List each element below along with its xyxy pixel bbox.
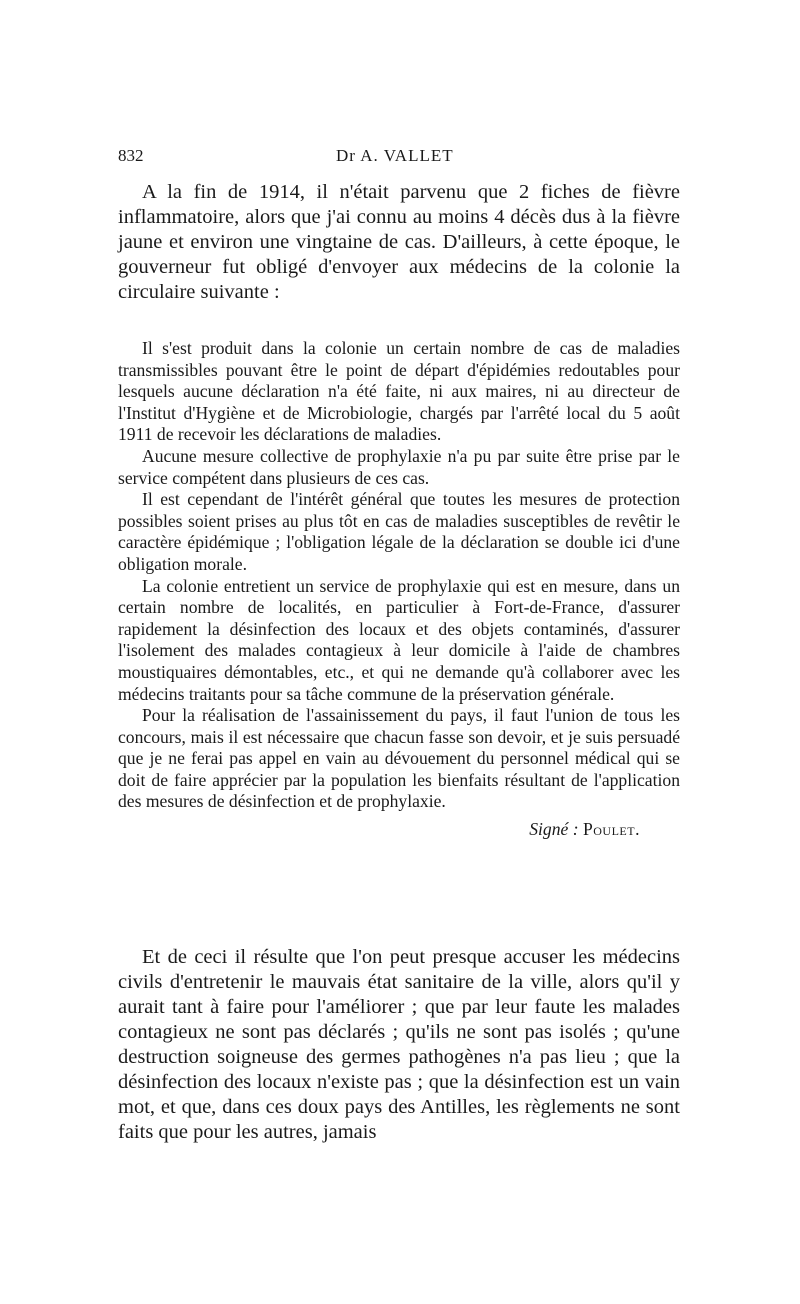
circular-paragraph-1: Il s'est produit dans la colonie un certain nombre de cas de maladies transmissibles pouvant être le point de départ d'épidémies redoutables pour lesquels aucune déclaration n'a été faite, ni aux maires, ni au directeur de l'Institut d'Hygiène et de Microbiologie, chargés par l'arrêté local du 5 août 1911 de recevoir les déclarations de maladies. [118, 338, 680, 445]
signature-name: Poulet. [582, 819, 640, 840]
running-head-author: Dr A. VALLET [336, 146, 454, 165]
running-head [118, 146, 680, 172]
circular-quote [118, 338, 680, 841]
intro-paragraph-block [118, 180, 680, 305]
circular-paragraph-5: Pour la réalisation de l'assainissement du pays, il faut l'union de tous les concours, mais il est nécessaire que chacun fasse son devoir, et je suis persuadé que je ne ferai pas appel en vain au dévouement du personnel médical qui se doit de faire apprécier par la population les bienfaits résultant de l'application des mesures de désinfection et de prophylaxie. [118, 705, 680, 812]
page-number: 832 [118, 146, 144, 165]
circular-paragraph-3: Il est cependant de l'intérêt général que toutes les mesures de protection possibles soient prises au plus tôt en cas de maladies susceptibles de revêtir le caractère épidémique ; l'obligation légale de la déclaration se double ici d'une obligation morale. [118, 489, 680, 574]
intro-paragraph: A la fin de 1914, il n'était parvenu que 2 fiches de fièvre inflammatoire, alors que j'ai connu au moins 4 décès dus à la fièvre jaune et environ une vingtaine de cas. D'ailleurs, à cette époque, le gouverneur fut obligé d'envoyer aux médecins de la colonie la circulaire suivante : [118, 181, 680, 303]
circular-paragraph-2: Aucune mesure collective de prophylaxie n'a pu par suite être prise par le service compétent dans plusieurs de ces cas. [118, 445, 680, 488]
circular-signature [118, 819, 680, 841]
closing-paragraph-block [118, 945, 680, 1145]
closing-paragraph: Et de ceci il résulte que l'on peut presque accuser les médecins civils d'entretenir le mauvais état sanitaire de la ville, alors qu'il y aurait tant à faire pour l'améliorer ; que par leur faute les malades contagieux ne sont pas déclarés ; qu'ils ne sont pas isolés ; qu'une destruction soigneuse des germes pathogènes n'a pas lieu ; que la désinfection des locaux n'existe pas ; que la désinfection est un vain mot, et que, dans ces doux pays des Antilles, les règlements ne sont faits que pour les autres, jamais [118, 946, 680, 1143]
signature-label: Signé : [529, 819, 579, 840]
circular-paragraph-4: La colonie entretient un service de prophylaxie qui est en mesure, dans un certain nombre de localités, en particulier à Fort-de-France, d'assurer rapidement la désinfection des locaux et des objets contaminés, d'assurer l'isolement des malades contagieux à leur domicile à l'aide de chambres moustiquaires démontables, etc., et qui ne demande qu'à collaborer avec les médecins traitants pour sa tâche commune de la préservation générale. [118, 575, 680, 704]
